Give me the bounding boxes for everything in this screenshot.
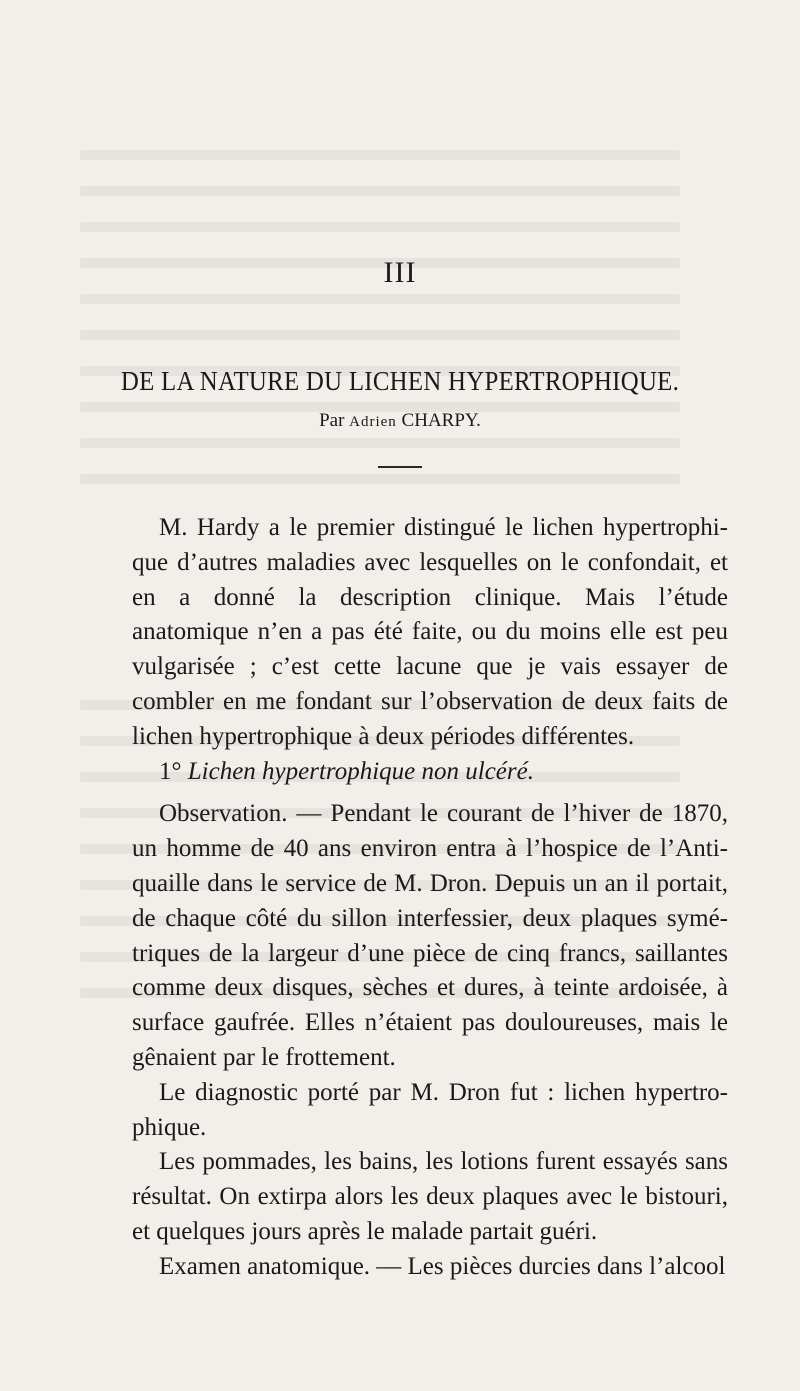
section-title: Lichen hypertrophique non ulcéré. bbox=[187, 757, 534, 785]
byline bbox=[0, 410, 800, 432]
paragraph-diagnosis: Le diagnostic porté par M. Dron fut : lichen hypertrophique. bbox=[132, 1078, 728, 1141]
section-heading bbox=[132, 755, 728, 790]
author-last-name: CHARPY. bbox=[401, 410, 481, 431]
paragraph-intro: M. Hardy a le premier distingué le lichen hypertrophique d’autres maladies avec lesquelles on le confondait, et en a donné la description clinique. Mais l’étude anatomique n’en a pas été faite, ou du moins elle est peu vulgarisée ; c’est cette lacune que je vais essayer de combler en me fondant sur l’observation de deux faits de lichen hypertrophique à deux périodes différentes. bbox=[132, 514, 728, 750]
divider-rule bbox=[378, 466, 422, 468]
article-title: DE LA NATURE DU LICHEN HYPERTROPHIQUE. bbox=[120, 366, 680, 396]
article-body bbox=[132, 511, 728, 1285]
section-number: 1° bbox=[159, 757, 182, 785]
paragraph-observation: Observation. — Pendant le courant de l’hiver de 1870, un homme de 40 ans environ entra à l’hospice de l’Antiquaille dans le service de M. Dron. Depuis un an il portait, de chaque côté du sillon interfessier, deux plaques symétriques de la largeur d’une pièce de cinq francs, saillantes comme deux disques, sèches et dures, à teinte ardoisée, à surface gaufrée. Elles n’étaient pas douloureuses, mais le gênaient par le frottement. bbox=[132, 800, 728, 1071]
paragraph-anatomy: Examen anatomique. — Les pièces durcies dans l’alcool bbox=[159, 1252, 726, 1280]
chapter-number: III bbox=[383, 256, 417, 289]
author-first-name: Adrien bbox=[349, 414, 397, 430]
byline-prefix: Par bbox=[319, 410, 350, 431]
paragraph-treatment: Les pommades, les bains, les lotions furent essayés sans résultat. On extirpa alors les deux plaques avec le bistouri, et quelques jours après le malade partait guéri. bbox=[132, 1148, 728, 1245]
